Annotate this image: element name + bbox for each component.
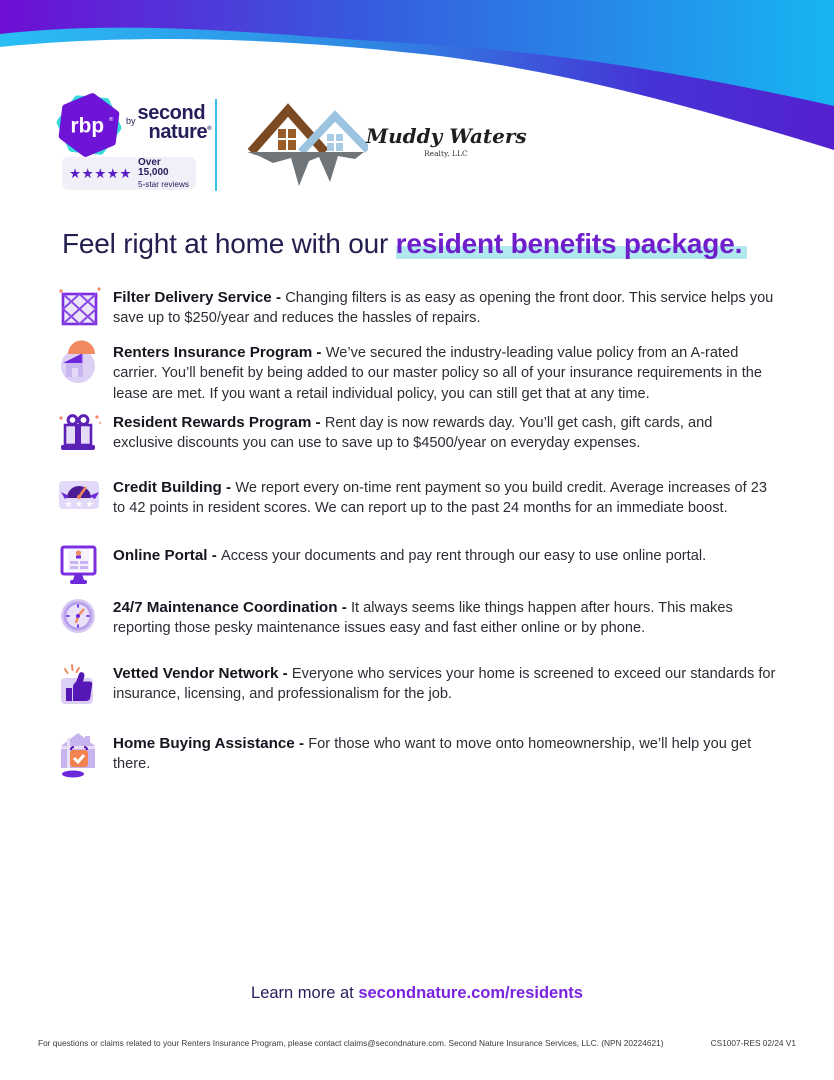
benefit-home-buying (60, 734, 776, 775)
benefit-description: Changing filters is as easy as opening the front door. This service helps you save up to $250/year and reduces the hassles of repairs. (113, 290, 774, 327)
gift-icon (57, 409, 103, 459)
document-code: CS1007-RES 02/24 V1 (710, 1038, 796, 1048)
benefit-resident-rewards (60, 413, 776, 454)
thumbs-up-icon (57, 660, 103, 710)
benefit-title: Vetted Vendor Network - (113, 665, 292, 682)
benefit-title: Home Buying Assistance - (113, 735, 309, 752)
partner-subtitle: Realty, LLC (424, 149, 468, 158)
benefit-filter-delivery (60, 288, 776, 329)
logo-divider (215, 99, 217, 191)
benefit-title: Online Portal - (113, 547, 222, 564)
svg-text:★ ★ ★: ★ ★ ★ (64, 499, 94, 509)
second-nature-wordmark (126, 102, 212, 143)
reviews-label: 5-star reviews (138, 179, 189, 189)
byline-by: by (126, 116, 136, 126)
learn-more-line (0, 984, 834, 1003)
benefit-title: Credit Building - (113, 479, 236, 496)
partner-name: Muddy Waters (366, 124, 527, 148)
reviews-count: Over 15,000 (138, 156, 169, 178)
rbp-registered-mark: ® (109, 116, 114, 123)
rbp-wordmark: rbp (70, 114, 105, 138)
benefit-title: Renters Insurance Program - (113, 344, 326, 361)
benefit-renters-insurance (60, 343, 776, 404)
five-stars-icon: ★★★★★ (69, 165, 133, 181)
benefit-maintenance (60, 598, 776, 639)
credit-gauge-icon (57, 472, 103, 516)
brand-registered-mark: ® (207, 126, 212, 132)
benefit-description: Rent day is now rewards day. You’ll get cash, gift cards, and exclusive discounts you can use to save up to $4500/year on everyday expenses. (113, 415, 713, 452)
benefit-description: Everyone who services your home is screened to exceed our standards for insurance, licensing, and professionalism for the job. (113, 666, 776, 703)
reviews-badge (62, 157, 196, 190)
benefit-vendor-network (60, 664, 776, 705)
clock-icon (57, 592, 103, 640)
umbrella-house-icon (57, 339, 103, 385)
house-check-icon (57, 730, 103, 780)
partner-houses-icon (243, 96, 368, 191)
benefit-title: Filter Delivery Service - (113, 289, 286, 306)
benefit-title: Resident Rewards Program - (113, 414, 325, 431)
monitor-icon (57, 542, 103, 590)
learn-more-link[interactable]: secondnature.com/residents (358, 984, 583, 1002)
brand-nature: nature® (148, 121, 212, 143)
learn-more-prefix: Learn more at (251, 984, 359, 1002)
benefit-online-portal (60, 546, 776, 566)
brand-second: second (137, 102, 206, 124)
rbp-logo (54, 90, 124, 160)
fine-print-disclaimer: For questions or claims related to your Renters Insurance Program, please contact claims@secondnature.com. Second Nature Insurance Services, LLC. (NPN 20224621) (38, 1038, 664, 1048)
benefit-title: 24/7 Maintenance Coordination - (113, 599, 351, 616)
benefit-description: We report every on-time rent payment so you build credit. Average increases of 23 to 42 points in resident scores. We can report up to the past 24 months for an immediate boost. (113, 480, 767, 517)
headline-highlight: resident benefits package. (396, 228, 747, 259)
filter-icon (57, 284, 103, 330)
benefit-description: We’ve secured the industry-leading value policy from an A-rated carrier. You’ll benefit by being added to our master policy so all of your insurance requirements in the lease are met. If you want a retail individual policy, you can still get that at any time. (113, 345, 762, 402)
page-title (62, 228, 747, 260)
benefit-description: Access your documents and pay rent through our easy to use online portal. (221, 548, 707, 564)
benefit-description: For those who want to move onto homeownership, we’ll help you get there. (113, 736, 752, 773)
headline-prefix: Feel right at home with our (62, 228, 396, 259)
benefit-description: It always seems like things happen after hours. This makes reporting those pesky maintenance issues easy and fast either online or by phone. (113, 600, 733, 637)
benefit-credit-building (60, 478, 776, 519)
